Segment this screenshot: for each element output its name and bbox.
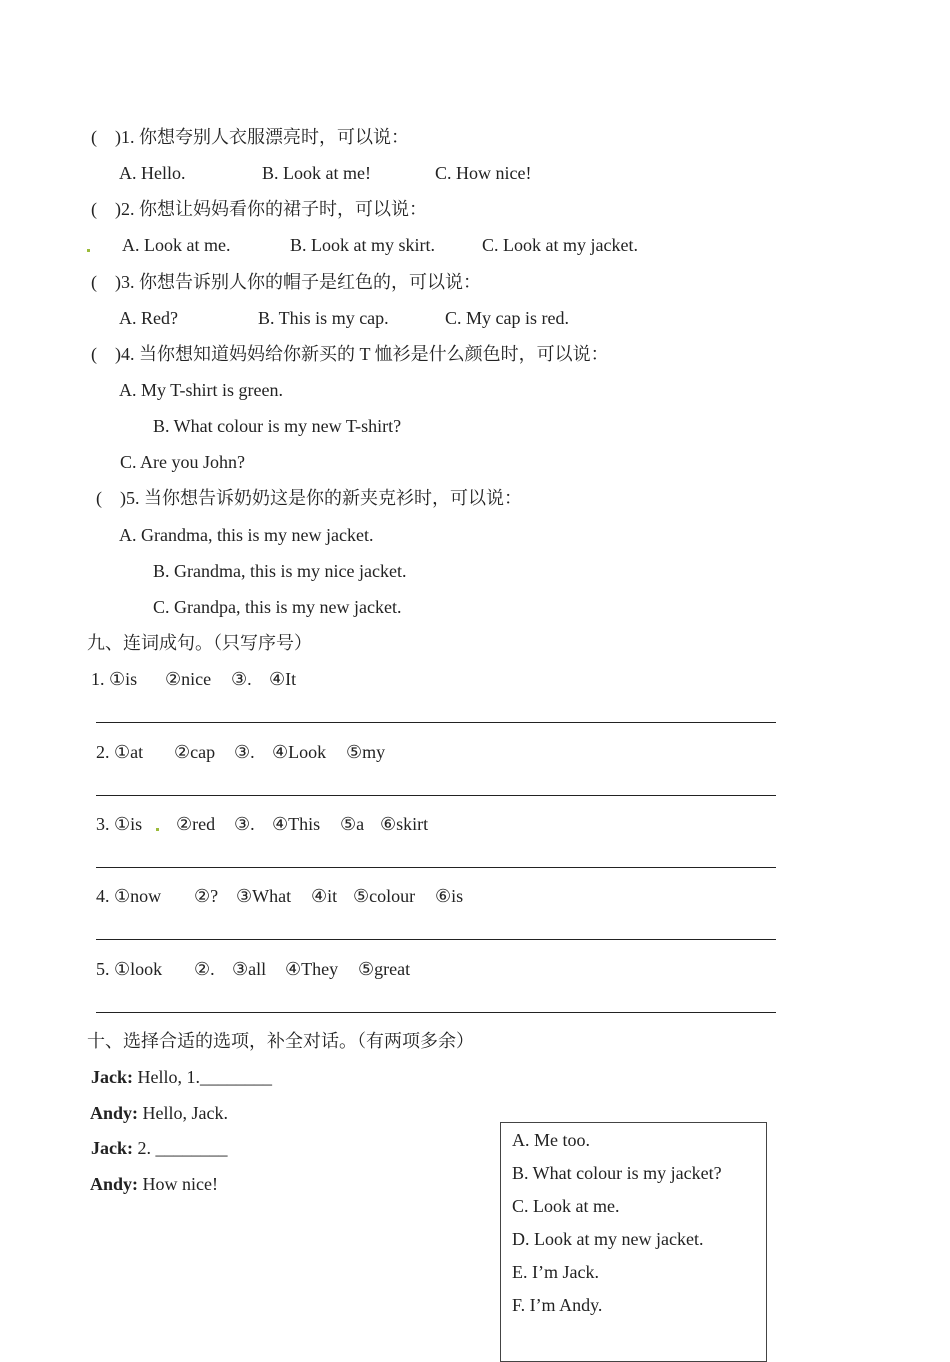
answer-paren[interactable]: ( )	[91, 272, 121, 292]
question-2-option-a: A. Look at me.	[122, 235, 231, 255]
question-2-option-c: C. Look at my jacket.	[482, 235, 638, 255]
dialogue-line-3: Jack: 2. ________	[91, 1138, 228, 1158]
reorder-item-1: 1. ①is ②nice ③. ④It	[91, 669, 297, 689]
option-b: B. What colour is my jacket?	[512, 1163, 722, 1183]
reorder-item-2: 2. ①at ②cap ③. ④Look ⑤my	[96, 742, 386, 762]
question-1-stem: ( )1. 你想夸别人衣服漂亮时，可以说：	[91, 127, 409, 147]
question-3-option-a: A. Red?	[119, 308, 178, 328]
section-10-title: 十、选择合适的选项，补全对话。（有两项多余）	[87, 1031, 474, 1051]
option-f: F. I’m Andy.	[512, 1295, 603, 1315]
answer-line-2[interactable]	[96, 795, 776, 796]
answer-paren[interactable]: ( )	[91, 344, 121, 364]
question-4-option-b: B. What colour is my new T-shirt?	[153, 416, 402, 436]
option-a: A. Me too.	[512, 1130, 590, 1150]
decorative-dot	[87, 249, 90, 252]
question-1-option-b: B. Look at me!	[262, 163, 371, 183]
options-box	[500, 1122, 767, 1362]
question-1-option-a: A. Hello.	[119, 163, 186, 183]
reorder-item-3: 3. ①is ②red ③. ④This ⑤a ⑥skirt	[96, 814, 429, 834]
option-d: D. Look at my new jacket.	[512, 1229, 704, 1249]
dialogue-line-4: Andy: How nice!	[90, 1174, 218, 1194]
answer-line-5[interactable]	[96, 1012, 776, 1013]
question-2-option-b: B. Look at my skirt.	[290, 235, 435, 255]
question-3-stem: ( )3. 你想告诉别人你的帽子是红色的，可以说：	[91, 272, 481, 292]
dialogue-line-2: Andy: Hello, Jack.	[90, 1103, 228, 1123]
question-4-option-a: A. My T-shirt is green.	[119, 380, 283, 400]
question-1-option-c: C. How nice!	[435, 163, 532, 183]
answer-paren[interactable]: ( )	[91, 127, 121, 147]
answer-line-3[interactable]	[96, 867, 776, 868]
dialogue-line-1: Jack: Hello, 1.________	[91, 1067, 272, 1087]
answer-paren[interactable]: ( )	[91, 199, 121, 219]
question-5-option-c: C. Grandpa, this is my new jacket.	[153, 597, 402, 617]
answer-paren[interactable]: ( )	[96, 488, 126, 508]
option-e: E. I’m Jack.	[512, 1262, 599, 1282]
question-2-stem: ( )2. 你想让妈妈看你的裙子时，可以说：	[91, 199, 427, 219]
question-3-option-b: B. This is my cap.	[258, 308, 389, 328]
question-5-stem: ( )5. 当你想告诉奶奶这是你的新夹克衫时，可以说：	[96, 488, 522, 508]
question-4-option-c: C. Are you John?	[120, 452, 245, 472]
section-9-title: 九、连词成句。（只写序号）	[87, 633, 312, 653]
question-5-option-b: B. Grandma, this is my nice jacket.	[153, 561, 407, 581]
question-5-option-a: A. Grandma, this is my new jacket.	[119, 525, 374, 545]
answer-line-4[interactable]	[96, 939, 776, 940]
answer-line-1[interactable]	[96, 722, 776, 723]
reorder-item-4: 4. ①now ②? ③What ④it ⑤colour ⑥is	[96, 886, 464, 906]
decorative-dot	[156, 828, 159, 831]
question-4-stem: ( )4. 当你想知道妈妈给你新买的 T 恤衫是什么颜色时，可以说：	[91, 344, 609, 364]
option-c: C. Look at me.	[512, 1196, 620, 1216]
question-3-option-c: C. My cap is red.	[445, 308, 569, 328]
reorder-item-5: 5. ①look ②. ③all ④They ⑤great	[96, 959, 411, 979]
